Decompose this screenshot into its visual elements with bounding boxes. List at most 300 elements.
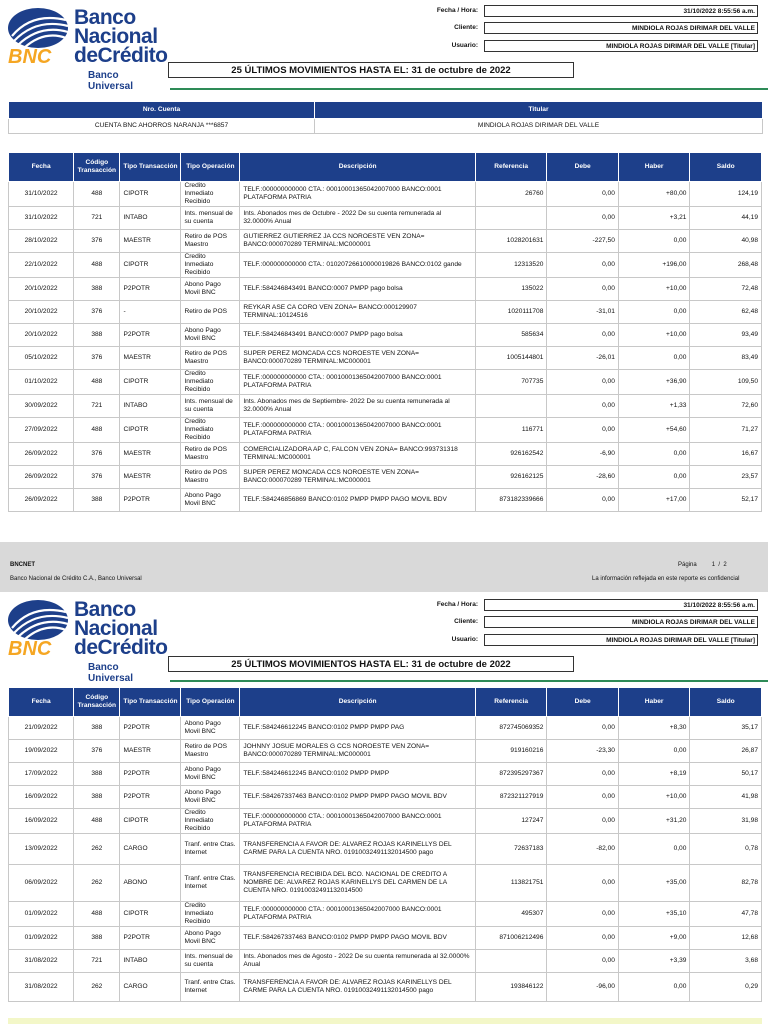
fecha-value: 31/10/2022 8:55:56 a.m. (484, 599, 758, 611)
cell-descripcion: SUPER PEREZ MONCADA CCS NOROESTE VEN ZONA= BANCO:000070289 TERMINAL:MC000001 (240, 347, 476, 370)
cell-haber: +35,00 (618, 865, 690, 902)
cell-saldo: 50,17 (690, 763, 762, 786)
cell-haber: +36,90 (618, 370, 690, 395)
cell-fecha: 31/08/2022 (9, 950, 74, 973)
cell-debe: -96,00 (547, 973, 619, 1002)
cell-tipo-operacion: Abono Pago Movil BNC (181, 489, 240, 512)
cell-descripcion: TELF.:000000000000 CTA.: 01020726610000019826 BANCO:0102 gande (240, 253, 476, 278)
cell-tipo-transaccion: INTABO (120, 395, 181, 418)
cell-debe: -82,00 (547, 834, 619, 865)
cell-descripcion: Ints. Abonados mes de Octubre - 2022 De su cuenta remunerada al 32.0000% Anual (240, 207, 476, 230)
cell-debe: 0,00 (547, 786, 619, 809)
cell-codigo: 721 (74, 207, 120, 230)
logo-universal: Banco Universal (88, 662, 134, 684)
cell-tipo-operacion: Tranf. entre Ctas. Internet (181, 865, 240, 902)
cell-referencia: 872321127919 (475, 786, 547, 809)
logo-line-1: Banco (74, 598, 136, 621)
cell-tipo-transaccion: CARGO (120, 834, 181, 865)
table-row (9, 301, 762, 324)
cell-descripcion: REYKAR ASE CA CORO VEN ZONA= BANCO:000129907 TERMINAL:10124516 (240, 301, 476, 324)
cell-referencia: 72637183 (475, 834, 547, 865)
col-header-debe: Debe (547, 153, 619, 182)
cell-descripcion: TELF.:584246856869 BANCO:0102 PMPP PMPP PAGO MOVIL BDV (240, 489, 476, 512)
col-header-referencia: Referencia (475, 688, 547, 717)
cell-tipo-operacion: Abono Pago Movil BNC (181, 786, 240, 809)
cell-descripcion: COMERCIALIZADORA AP C, FALCON VEN ZONA= BANCO:993731318 TERMINAL:MC000001 (240, 443, 476, 466)
cell-referencia (475, 395, 547, 418)
cell-referencia: 585634 (475, 324, 547, 347)
cell-fecha: 26/09/2022 (9, 466, 74, 489)
cell-fecha: 05/10/2022 (9, 347, 74, 370)
cell-referencia (475, 950, 547, 973)
cell-saldo: 41,98 (690, 786, 762, 809)
cell-referencia: 926162125 (475, 466, 547, 489)
statement-page-2 (0, 592, 768, 1024)
cell-debe: 0,00 (547, 927, 619, 950)
cell-codigo: 376 (74, 347, 120, 370)
cell-fecha: 31/08/2022 (9, 973, 74, 1002)
cell-saldo: 0,29 (690, 973, 762, 1002)
bank-logo (6, 6, 168, 92)
cell-tipo-transaccion: INTABO (120, 207, 181, 230)
cell-tipo-transaccion: CARGO (120, 973, 181, 1002)
cell-codigo: 488 (74, 902, 120, 927)
cell-debe: 0,00 (547, 717, 619, 740)
cell-debe: 0,00 (547, 489, 619, 512)
pagina-label: Página (678, 562, 697, 568)
cell-referencia: 495307 (475, 902, 547, 927)
col-header-codigo: Código Transacción (74, 153, 120, 182)
cliente-value: MINDIOLA ROJAS DIRIMAR DEL VALLE (484, 22, 758, 34)
cell-saldo: 0,78 (690, 834, 762, 865)
cell-descripcion: TELF.:000000000000 CTA.: 00010001365042007000 BANCO:0001 PLATAFORMA PATRIA (240, 182, 476, 207)
cell-debe: 0,00 (547, 207, 619, 230)
cell-debe: -26,01 (547, 347, 619, 370)
cell-saldo: 72,48 (690, 278, 762, 301)
cell-saldo: 40,98 (690, 230, 762, 253)
cell-fecha: 20/10/2022 (9, 324, 74, 347)
cell-descripcion: TRANSFERENCIA A FAVOR DE: ALVAREZ ROJAS KARINELLYS DEL CARME PARA LA CUENTA NRO. 01910032491132014500 pago (240, 834, 476, 865)
cell-tipo-operacion: Credito Inmediato Recibido (181, 902, 240, 927)
footer-bncnet (10, 562, 35, 568)
cell-codigo: 388 (74, 324, 120, 347)
cell-tipo-transaccion: CIPOTR (120, 809, 181, 834)
col-header-descripcion: Descripción (240, 153, 476, 182)
cell-haber: +8,19 (618, 763, 690, 786)
cell-referencia: 1005144801 (475, 347, 547, 370)
cell-haber: +196,00 (618, 253, 690, 278)
cell-tipo-operacion: Tranf. entre Ctas. Internet (181, 973, 240, 1002)
cell-fecha: 27/09/2022 (9, 418, 74, 443)
cell-descripcion: JOHNNY JOSUE MORALES G CCS NOROESTE VEN ZONA= BANCO:000070289 TERMINAL:MC000001 (240, 740, 476, 763)
cell-codigo: 262 (74, 865, 120, 902)
cell-debe: 0,00 (547, 418, 619, 443)
cell-referencia: 135022 (475, 278, 547, 301)
logo-universal: Banco Universal (88, 70, 134, 92)
table-row (9, 466, 762, 489)
col-header-fecha: Fecha (9, 153, 74, 182)
col-header-tipo-operacion: Tipo Operación (181, 688, 240, 717)
cell-haber: +10,00 (618, 324, 690, 347)
cell-tipo-transaccion: MAESTR (120, 347, 181, 370)
cell-fecha: 31/10/2022 (9, 182, 74, 207)
table-row (9, 865, 762, 902)
col-header-saldo: Saldo (690, 153, 762, 182)
cell-descripcion: SUPER PEREZ MONCADA CCS NOROESTE VEN ZONA= BANCO:000070289 TERMINAL:MC000001 (240, 466, 476, 489)
cell-referencia: 1028201631 (475, 230, 547, 253)
cell-saldo: 93,49 (690, 324, 762, 347)
cell-tipo-operacion: Credito Inmediato Recibido (181, 809, 240, 834)
cell-codigo: 376 (74, 466, 120, 489)
cell-referencia: 26760 (475, 182, 547, 207)
table-row (9, 443, 762, 466)
col-header-fecha: Fecha (9, 688, 74, 717)
cell-haber: +8,30 (618, 717, 690, 740)
cell-tipo-operacion: Ints. mensual de su cuenta (181, 207, 240, 230)
table-row (9, 395, 762, 418)
cell-haber: 0,00 (618, 230, 690, 253)
cell-codigo: 488 (74, 182, 120, 207)
cell-saldo: 62,48 (690, 301, 762, 324)
cell-haber: 0,00 (618, 347, 690, 370)
cell-referencia: 1020111708 (475, 301, 547, 324)
col-header-referencia: Referencia (475, 153, 547, 182)
cell-codigo: 388 (74, 278, 120, 301)
table-row (9, 740, 762, 763)
cell-debe: 0,00 (547, 278, 619, 301)
table-row (9, 489, 762, 512)
cell-fecha: 16/09/2022 (9, 786, 74, 809)
cell-saldo: 23,57 (690, 466, 762, 489)
cell-tipo-transaccion: ABONO (120, 865, 181, 902)
cell-tipo-transaccion: P2POTR (120, 763, 181, 786)
cell-descripcion: TELF.:000000000000 CTA.: 00010001365042007000 BANCO:0001 PLATAFORMA PATRIA (240, 418, 476, 443)
cell-tipo-transaccion: MAESTR (120, 466, 181, 489)
cell-codigo: 488 (74, 809, 120, 834)
header-fecha-row (412, 5, 760, 18)
col-header-tipo-operacion: Tipo Operación (181, 153, 240, 182)
usuario-value: MINDIOLA ROJAS DIRIMAR DEL VALLE [Titular] (484, 634, 758, 646)
cell-haber: +10,00 (618, 786, 690, 809)
page-break (0, 542, 768, 592)
pagina-total: 2 (723, 562, 727, 568)
cell-haber: 0,00 (618, 301, 690, 324)
cell-debe: 0,00 (547, 370, 619, 395)
cell-tipo-operacion: Tranf. entre Ctas. Internet (181, 834, 240, 865)
account-number: CUENTA BNC AHORROS NARANJA ***6857 (9, 119, 315, 134)
cell-tipo-transaccion: P2POTR (120, 927, 181, 950)
cell-codigo: 388 (74, 489, 120, 512)
cell-descripcion: TELF.:000000000000 CTA.: 00010001365042007000 BANCO:0001 PLATAFORMA PATRIA (240, 902, 476, 927)
cell-fecha: 30/09/2022 (9, 395, 74, 418)
cell-saldo: 31,98 (690, 809, 762, 834)
cell-tipo-operacion: Retiro de POS Maestro (181, 466, 240, 489)
pagina-separator: / (718, 562, 721, 568)
cell-saldo: 16,67 (690, 443, 762, 466)
cell-codigo: 488 (74, 370, 120, 395)
cell-codigo: 376 (74, 740, 120, 763)
table-row (9, 324, 762, 347)
cell-saldo: 268,48 (690, 253, 762, 278)
cell-fecha: 31/10/2022 (9, 207, 74, 230)
cell-codigo: 376 (74, 301, 120, 324)
movements-table-page-2 (8, 687, 762, 1002)
col-header-tipo-transaccion: Tipo Transacción (120, 688, 181, 717)
cell-saldo: 52,17 (690, 489, 762, 512)
cliente-value: MINDIOLA ROJAS DIRIMAR DEL VALLE (484, 616, 758, 628)
cell-tipo-transaccion: MAESTR (120, 740, 181, 763)
cell-fecha: 21/09/2022 (9, 717, 74, 740)
col-header-codigo: Código Transacción (74, 688, 120, 717)
cell-descripcion: GUTIERREZ GUTIERREZ JA CCS NOROESTE VEN ZONA= BANCO:000070289 TERMINAL:MC000001 (240, 230, 476, 253)
header-usuario-row (412, 634, 760, 647)
table-row (9, 902, 762, 927)
account-table (8, 101, 763, 134)
logo-bnc-text: BNC (8, 638, 52, 660)
cell-tipo-transaccion: P2POTR (120, 489, 181, 512)
cell-saldo: 83,49 (690, 347, 762, 370)
logo-line-3: deCrédito (74, 636, 168, 659)
cell-debe: -28,60 (547, 466, 619, 489)
cell-fecha: 20/10/2022 (9, 301, 74, 324)
fecha-value: 31/10/2022 8:55:56 a.m. (484, 5, 758, 17)
footer-pagination (678, 562, 727, 568)
cell-referencia: 127247 (475, 809, 547, 834)
cell-saldo: 44,19 (690, 207, 762, 230)
cell-saldo: 35,17 (690, 717, 762, 740)
totals-row (8, 1018, 762, 1024)
header-usuario-row (412, 40, 760, 53)
logo-line-2: Nacional (74, 617, 158, 640)
cell-tipo-transaccion: P2POTR (120, 278, 181, 301)
cell-tipo-operacion: Abono Pago Movil BNC (181, 324, 240, 347)
cell-fecha: 17/09/2022 (9, 763, 74, 786)
cell-codigo: 388 (74, 717, 120, 740)
cell-referencia: 871006212496 (475, 927, 547, 950)
table-row (9, 182, 762, 207)
cell-referencia: 12313520 (475, 253, 547, 278)
cell-saldo: 82,78 (690, 865, 762, 902)
cell-tipo-operacion: Ints. mensual de su cuenta (181, 395, 240, 418)
footer-confidential: La información reflejada en este reporte es confidencial (592, 576, 740, 582)
table-row (9, 347, 762, 370)
cell-debe: 0,00 (547, 763, 619, 786)
bank-logo-2 (6, 598, 168, 684)
cell-descripcion: TELF.:584246612245 BANCO:0102 PMPP PMPP (240, 763, 476, 786)
cell-haber: 0,00 (618, 443, 690, 466)
cell-fecha: 28/10/2022 (9, 230, 74, 253)
header-cliente-row (412, 22, 760, 35)
footer-bncnet-text: BNCNET (10, 562, 35, 568)
cell-tipo-operacion: Retiro de POS Maestro (181, 230, 240, 253)
cell-saldo: 71,27 (690, 418, 762, 443)
table-row (9, 278, 762, 301)
cell-referencia (475, 207, 547, 230)
report-title: 25 ÚLTIMOS MOVIMIENTOS HASTA EL: 31 de octubre de 2022 (168, 656, 574, 672)
cell-descripcion: Ints. Abonados mes de Septiembre- 2022 De su cuenta remunerada al 32.0000% Anual (240, 395, 476, 418)
cell-haber: +80,00 (618, 182, 690, 207)
cell-descripcion: TELF.:584267337463 BANCO:0102 PMPP PMPP PAGO MOVIL BDV (240, 927, 476, 950)
cliente-label: Cliente: (454, 24, 478, 31)
cell-referencia: 116771 (475, 418, 547, 443)
cell-debe: -23,30 (547, 740, 619, 763)
table-row (9, 230, 762, 253)
cell-fecha: 26/09/2022 (9, 443, 74, 466)
cell-referencia: 193846122 (475, 973, 547, 1002)
cell-descripcion: Ints. Abonados mes de Agosto - 2022 De su cuenta remunerada al 32.0000% Anual (240, 950, 476, 973)
cell-codigo: 376 (74, 443, 120, 466)
cell-debe: -227,50 (547, 230, 619, 253)
fecha-label: Fecha / Hora: (436, 7, 478, 14)
cell-tipo-operacion: Abono Pago Movil BNC (181, 717, 240, 740)
logo-bnc (8, 46, 51, 68)
movements-table-page-1 (8, 152, 762, 512)
cell-codigo: 388 (74, 786, 120, 809)
cell-tipo-operacion: Credito Inmediato Recibido (181, 182, 240, 207)
table-row (9, 973, 762, 1002)
cell-saldo: 26,87 (690, 740, 762, 763)
logo-line-3: deCrédito (74, 44, 168, 67)
cell-haber: 0,00 (618, 834, 690, 865)
cell-haber: +54,60 (618, 418, 690, 443)
cell-fecha: 01/09/2022 (9, 902, 74, 927)
cell-tipo-transaccion: CIPOTR (120, 418, 181, 443)
account-col-titular: Titular (315, 102, 763, 119)
cell-fecha: 01/10/2022 (9, 370, 74, 395)
cell-haber: +3,39 (618, 950, 690, 973)
table-row (9, 207, 762, 230)
cell-referencia: 919160216 (475, 740, 547, 763)
cliente-label: Cliente: (454, 618, 478, 625)
cell-referencia: 873182339666 (475, 489, 547, 512)
cell-fecha: 13/09/2022 (9, 834, 74, 865)
cell-tipo-operacion: Retiro de POS Maestro (181, 443, 240, 466)
cell-debe: 0,00 (547, 809, 619, 834)
cell-debe: 0,00 (547, 324, 619, 347)
cell-descripcion: TELF.:584267337463 BANCO:0102 PMPP PMPP PAGO MOVIL BDV (240, 786, 476, 809)
cell-tipo-transaccion: P2POTR (120, 786, 181, 809)
cell-codigo: 721 (74, 395, 120, 418)
cell-debe: 0,00 (547, 182, 619, 207)
cell-referencia: 113821751 (475, 865, 547, 902)
cell-referencia: 872745069352 (475, 717, 547, 740)
col-header-tipo-transaccion: Tipo Transacción (120, 153, 181, 182)
cell-saldo: 72,60 (690, 395, 762, 418)
cell-tipo-transaccion: CIPOTR (120, 253, 181, 278)
table-row (9, 786, 762, 809)
usuario-value: MINDIOLA ROJAS DIRIMAR DEL VALLE [Titular] (484, 40, 758, 52)
logo-line-1: Banco (74, 6, 136, 29)
header-divider (170, 680, 768, 682)
cell-saldo: 3,68 (690, 950, 762, 973)
cell-codigo: 262 (74, 834, 120, 865)
table-row (9, 763, 762, 786)
cell-tipo-transaccion: CIPOTR (120, 182, 181, 207)
cell-referencia: 872395297367 (475, 763, 547, 786)
cell-tipo-operacion: Credito Inmediato Recibido (181, 370, 240, 395)
col-header-debe: Debe (547, 688, 619, 717)
cell-haber: +9,00 (618, 927, 690, 950)
cell-haber: +17,00 (618, 489, 690, 512)
fecha-label: Fecha / Hora: (436, 601, 478, 608)
cell-debe: -31,01 (547, 301, 619, 324)
account-col-cuenta: Nro. Cuenta (9, 102, 315, 119)
cell-tipo-operacion: Credito Inmediato Recibido (181, 253, 240, 278)
cell-fecha: 06/09/2022 (9, 865, 74, 902)
cell-tipo-transaccion: P2POTR (120, 717, 181, 740)
cell-tipo-transaccion: MAESTR (120, 230, 181, 253)
header-fecha-row (412, 599, 760, 612)
cell-haber: 0,00 (618, 466, 690, 489)
cell-tipo-operacion: Retiro de POS Maestro (181, 740, 240, 763)
cell-tipo-operacion: Credito Inmediato Recibido (181, 418, 240, 443)
table-row (9, 370, 762, 395)
cell-tipo-operacion: Retiro de POS Maestro (181, 347, 240, 370)
pagina-number: 1 (711, 562, 716, 568)
cell-tipo-transaccion: INTABO (120, 950, 181, 973)
cell-fecha: 26/09/2022 (9, 489, 74, 512)
cell-tipo-transaccion: MAESTR (120, 443, 181, 466)
cell-debe: 0,00 (547, 902, 619, 927)
cell-descripcion: TRANSFERENCIA RECIBIDA DEL BCO. NACIONAL DE CREDITO A NOMBRE DE: ALVAREZ ROJAS KARINELLYS DEL CARMEN DE LA CUENTA NRO. 01910032491132014500 (240, 865, 476, 902)
cell-codigo: 721 (74, 950, 120, 973)
table-row (9, 253, 762, 278)
cell-descripcion: TELF.:584246843491 BANCO:0007 PMPP pago bolsa (240, 278, 476, 301)
logo-bnc-text: BNC (8, 46, 52, 68)
cell-codigo: 388 (74, 763, 120, 786)
cell-haber: +3,21 (618, 207, 690, 230)
cell-tipo-transaccion: CIPOTR (120, 902, 181, 927)
cell-descripcion: TELF.:584246843491 BANCO:0007 PMPP pago bolsa (240, 324, 476, 347)
logo-line-2: Nacional (74, 25, 158, 48)
report-title: 25 ÚLTIMOS MOVIMIENTOS HASTA EL: 31 de octubre de 2022 (168, 62, 574, 78)
cell-saldo: 12,68 (690, 927, 762, 950)
cell-tipo-operacion: Abono Pago Movil BNC (181, 927, 240, 950)
cell-debe: 0,00 (547, 395, 619, 418)
cell-saldo: 47,78 (690, 902, 762, 927)
table-row (9, 717, 762, 740)
cell-haber: +1,33 (618, 395, 690, 418)
cell-fecha: 01/09/2022 (9, 927, 74, 950)
cell-descripcion: TRANSFERENCIA A FAVOR DE: ALVAREZ ROJAS KARINELLYS DEL CARME PARA LA CUENTA NRO. 01910032491132014500 pago (240, 973, 476, 1002)
cell-referencia: 926162542 (475, 443, 547, 466)
cell-debe: 0,00 (547, 950, 619, 973)
cell-referencia: 707735 (475, 370, 547, 395)
table-row (9, 809, 762, 834)
col-header-haber: Haber (618, 153, 690, 182)
table-row (9, 927, 762, 950)
cell-haber: 0,00 (618, 973, 690, 1002)
cell-saldo: 109,50 (690, 370, 762, 395)
header-cliente-row (412, 616, 760, 629)
col-header-haber: Haber (618, 688, 690, 717)
cell-descripcion: TELF.:000000000000 CTA.: 00010001365042007000 BANCO:0001 PLATAFORMA PATRIA (240, 809, 476, 834)
cell-codigo: 388 (74, 927, 120, 950)
logo-bnc (8, 638, 51, 660)
cell-haber: 0,00 (618, 740, 690, 763)
cell-tipo-transaccion: - (120, 301, 181, 324)
cell-tipo-operacion: Ints. mensual de su cuenta (181, 950, 240, 973)
cell-tipo-operacion: Abono Pago Movil BNC (181, 278, 240, 301)
cell-saldo: 124,19 (690, 182, 762, 207)
cell-haber: +10,00 (618, 278, 690, 301)
cell-tipo-operacion: Abono Pago Movil BNC (181, 763, 240, 786)
account-holder: MINDIOLA ROJAS DIRIMAR DEL VALLE (315, 119, 763, 134)
cell-descripcion: TELF.:000000000000 CTA.: 00010001365042007000 BANCO:0001 PLATAFORMA PATRIA (240, 370, 476, 395)
table-row (9, 834, 762, 865)
cell-tipo-operacion: Retiro de POS (181, 301, 240, 324)
cell-codigo: 488 (74, 253, 120, 278)
